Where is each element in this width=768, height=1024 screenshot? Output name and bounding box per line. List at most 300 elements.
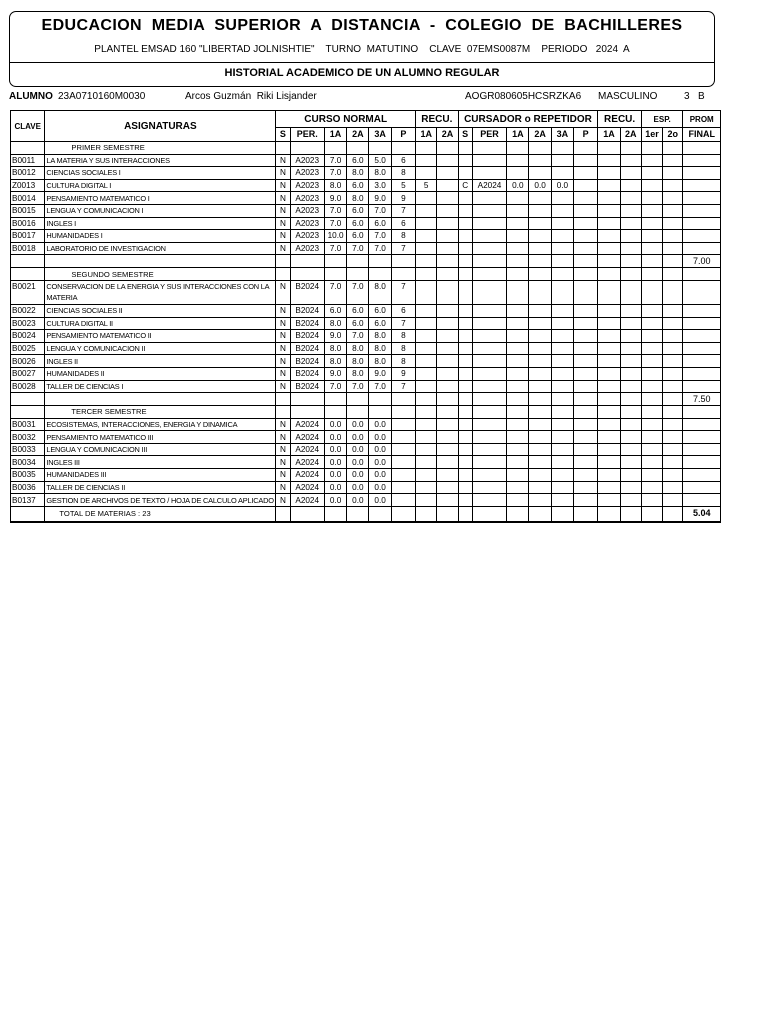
empty-cell: [551, 268, 573, 281]
grade-a1: 0.0: [324, 456, 346, 469]
grade-a2: 0.0: [347, 418, 369, 431]
header-per: PER.: [290, 128, 324, 142]
grade-cper: [472, 431, 506, 444]
grade-cp: [574, 192, 598, 205]
grade-e2: [663, 494, 683, 507]
grade-e1: [641, 481, 662, 494]
grade-a2: 0.0: [347, 443, 369, 456]
grade-c3: [551, 380, 573, 393]
subject-name: LABORATORIO DE INVESTIGACION: [45, 242, 276, 255]
header-esp: ESP.: [641, 111, 683, 128]
empty-cell: [598, 268, 620, 281]
grade-rr1: [598, 317, 620, 330]
empty-cell: [472, 268, 506, 281]
grade-p: 8: [391, 355, 415, 368]
header-1a: 1A: [324, 128, 346, 142]
semester-average-row: [11, 255, 721, 268]
grade-r2: [437, 481, 458, 494]
grade-e1: [641, 418, 662, 431]
empty-cell: [391, 268, 415, 281]
grade-cs: [458, 317, 472, 330]
grade-a1: 10.0: [324, 230, 346, 243]
grade-per: A2024: [290, 431, 324, 444]
grade-p: 8: [391, 342, 415, 355]
empty-cell: [290, 142, 324, 155]
empty-cell: [663, 255, 683, 268]
grade-rr1: [598, 418, 620, 431]
grade-c1: [507, 469, 529, 482]
grade-e2: [663, 330, 683, 343]
grade-c1: [507, 431, 529, 444]
grade-rr2: [620, 154, 641, 167]
subject-name: LA MATERIA Y SUS INTERACCIONES: [45, 154, 276, 167]
grade-cper: [472, 380, 506, 393]
empty-cell: [598, 406, 620, 419]
grade-c2: [529, 280, 551, 304]
grade-s: N: [276, 280, 290, 304]
subject-name: TALLER DE CIENCIAS II: [45, 481, 276, 494]
grade-e2: [663, 304, 683, 317]
grade-s: N: [276, 367, 290, 380]
grade-e1: [641, 280, 662, 304]
grade-r2: [437, 304, 458, 317]
grade-r1: [416, 469, 437, 482]
grade-cp: [574, 304, 598, 317]
table-row: [11, 494, 721, 507]
grade-r1: [416, 443, 437, 456]
grades-body: [11, 142, 721, 522]
grade-e1: [641, 317, 662, 330]
clave-cell: [11, 142, 45, 155]
grade-cper: [472, 242, 506, 255]
header-clave: CLAVE: [11, 111, 45, 142]
grade-r1: [416, 204, 437, 217]
grade-cper: [472, 154, 506, 167]
grade-e2: [663, 355, 683, 368]
grade-a3: 0.0: [369, 418, 391, 431]
grade-prom: [683, 380, 721, 393]
grade-cs: [458, 192, 472, 205]
header-final: FINAL: [683, 128, 721, 142]
empty-cell: [458, 393, 472, 406]
grade-cp: [574, 317, 598, 330]
empty-cell: [598, 142, 620, 155]
subject-code: B0017: [11, 230, 45, 243]
semester-average-row: [11, 393, 721, 406]
grade-cp: [574, 179, 598, 192]
semester-title-row: [11, 142, 721, 155]
grade-e1: [641, 342, 662, 355]
subject-name: LENGUA Y COMUNICACION II: [45, 342, 276, 355]
grade-rr2: [620, 167, 641, 180]
grade-c2: [529, 204, 551, 217]
grade-r2: [437, 204, 458, 217]
grade-rr2: [620, 179, 641, 192]
grade-rr2: [620, 481, 641, 494]
grade-e1: [641, 304, 662, 317]
empty-cell: [620, 406, 641, 419]
grade-cs: [458, 494, 472, 507]
grade-cs: [458, 469, 472, 482]
table-row: [11, 217, 721, 230]
subject-code: B0025: [11, 342, 45, 355]
empty-cell: [324, 255, 346, 268]
empty-cell: [574, 406, 598, 419]
grade-s: N: [276, 154, 290, 167]
grade-r2: [437, 355, 458, 368]
grade-rr1: [598, 494, 620, 507]
grade-e1: [641, 179, 662, 192]
grade-rr2: [620, 192, 641, 205]
empty-cell: [574, 393, 598, 406]
final-average: 5.04: [683, 506, 721, 522]
grade-a1: 0.0: [324, 494, 346, 507]
subject-name: LENGUA Y COMUNICACION III: [45, 443, 276, 456]
grade-e1: [641, 230, 662, 243]
subject-code: B0018: [11, 242, 45, 255]
grade-a2: 8.0: [347, 167, 369, 180]
table-row: [11, 342, 721, 355]
empty-cell: [507, 142, 529, 155]
subject-code: B0028: [11, 380, 45, 393]
subject-code: B0022: [11, 304, 45, 317]
grade-e1: [641, 380, 662, 393]
semester-title: TERCER SEMESTRE: [45, 406, 276, 419]
grade-a2: 6.0: [347, 304, 369, 317]
grade-c3: [551, 481, 573, 494]
grade-cp: [574, 204, 598, 217]
grade-e1: [641, 242, 662, 255]
grade-rr1: [598, 469, 620, 482]
grade-s: N: [276, 342, 290, 355]
grade-c1: [507, 204, 529, 217]
header-recu: RECU.: [416, 111, 459, 128]
empty-cell: [416, 406, 437, 419]
grade-rr1: [598, 481, 620, 494]
empty-cell: [641, 393, 662, 406]
subject-name: CONSERVACION DE LA ENERGIA Y SUS INTERACCIONES CON LA MATERIA: [45, 280, 276, 304]
grade-a3: 6.0: [369, 217, 391, 230]
grade-c2: [529, 443, 551, 456]
grade-c2: [529, 494, 551, 507]
subject-name: INGLES II: [45, 355, 276, 368]
empty-cell: [458, 255, 472, 268]
grade-cp: [574, 217, 598, 230]
empty-cell: [529, 393, 551, 406]
grade-cp: [574, 367, 598, 380]
table-row: [11, 355, 721, 368]
table-row: [11, 418, 721, 431]
empty-cell: [11, 393, 45, 406]
grade-cper: [472, 456, 506, 469]
grade-e2: [663, 443, 683, 456]
grade-rr2: [620, 380, 641, 393]
grade-e2: [663, 280, 683, 304]
grade-r2: [437, 317, 458, 330]
grade-c2: [529, 304, 551, 317]
grade-e2: [663, 367, 683, 380]
table-row: [11, 230, 721, 243]
grade-e1: [641, 443, 662, 456]
grade-c3: [551, 304, 573, 317]
grade-prom: [683, 443, 721, 456]
subject-name: HUMANIDADES I: [45, 230, 276, 243]
institution-title: EDUCACION MEDIA SUPERIOR A DISTANCIA - COLEGIO DE BACHILLERES: [41, 17, 683, 34]
grade-rr2: [620, 242, 641, 255]
empty-cell: [391, 406, 415, 419]
grade-a1: 8.0: [324, 317, 346, 330]
total-subjects: TOTAL DE MATERIAS : 23: [45, 506, 276, 522]
empty-cell: [324, 142, 346, 155]
grade-p: 5: [391, 179, 415, 192]
empty-cell: [347, 406, 369, 419]
grade-cper: [472, 330, 506, 343]
grade-r1: [416, 167, 437, 180]
grade-rr2: [620, 204, 641, 217]
grade-s: N: [276, 494, 290, 507]
grade-cp: [574, 431, 598, 444]
grade-c3: [551, 342, 573, 355]
grade-c3: [551, 469, 573, 482]
empty-cell: [290, 506, 324, 522]
grade-r1: [416, 456, 437, 469]
grade-s: N: [276, 380, 290, 393]
grade-cs: [458, 242, 472, 255]
grade-e1: [641, 355, 662, 368]
grade-a3: 8.0: [369, 330, 391, 343]
subject-name: CIENCIAS SOCIALES I: [45, 167, 276, 180]
grade-a3: 5.0: [369, 154, 391, 167]
grade-e1: [641, 154, 662, 167]
grade-e1: [641, 367, 662, 380]
empty-cell: [276, 406, 290, 419]
grade-a3: 9.0: [369, 192, 391, 205]
empty-cell: [529, 142, 551, 155]
table-row: [11, 280, 721, 304]
grade-a1: 0.0: [324, 418, 346, 431]
header-cursador-1a: 1A: [507, 128, 529, 142]
subject-code: B0031: [11, 418, 45, 431]
grade-s: N: [276, 179, 290, 192]
grade-cs: [458, 330, 472, 343]
grade-a2: 6.0: [347, 179, 369, 192]
grade-rr1: [598, 230, 620, 243]
empty-cell: [507, 406, 529, 419]
empty-cell: [347, 393, 369, 406]
grade-p: 7: [391, 317, 415, 330]
student-name: Arcos Guzmán Riki Lisjander: [185, 91, 317, 102]
grade-a3: 6.0: [369, 304, 391, 317]
grade-c1: [507, 494, 529, 507]
empty-cell: [529, 255, 551, 268]
empty-cell: [620, 142, 641, 155]
grade-prom: [683, 431, 721, 444]
subject-name: INGLES III: [45, 456, 276, 469]
grade-a1: 7.0: [324, 204, 346, 217]
empty-cell: [437, 255, 458, 268]
grade-c3: [551, 167, 573, 180]
grade-r2: [437, 380, 458, 393]
empty-cell: [416, 268, 437, 281]
empty-cell: [458, 268, 472, 281]
grade-c2: [529, 456, 551, 469]
grade-cs: [458, 443, 472, 456]
grade-cp: [574, 469, 598, 482]
grade-s: N: [276, 330, 290, 343]
grade-s: N: [276, 230, 290, 243]
semester-title: PRIMER SEMESTRE: [45, 142, 276, 155]
grade-e1: [641, 469, 662, 482]
empty-cell: [683, 406, 721, 419]
grade-r1: [416, 355, 437, 368]
subject-name: LENGUA Y COMUNICACION I: [45, 204, 276, 217]
grade-e2: [663, 204, 683, 217]
grade-cs: [458, 431, 472, 444]
grade-e1: [641, 431, 662, 444]
grade-a2: 0.0: [347, 481, 369, 494]
grade-r1: [416, 342, 437, 355]
empty-cell: [663, 268, 683, 281]
grade-prom: [683, 179, 721, 192]
student-group: B: [698, 91, 705, 102]
subject-code: B0012: [11, 167, 45, 180]
grade-r2: [437, 167, 458, 180]
grade-rr1: [598, 242, 620, 255]
table-row: [11, 154, 721, 167]
grade-cp: [574, 456, 598, 469]
grade-e2: [663, 380, 683, 393]
grade-a2: 7.0: [347, 242, 369, 255]
empty-cell: [641, 142, 662, 155]
grade-cp: [574, 481, 598, 494]
header-cursador-p: P: [574, 128, 598, 142]
grade-s: N: [276, 469, 290, 482]
subject-name: CULTURA DIGITAL II: [45, 317, 276, 330]
grade-c3: [551, 355, 573, 368]
campus-info: PLANTEL EMSAD 160 "LIBERTAD JOLNISHTIE" TURNO MATUTINO CLAVE 07EMS0087M PERIODO 2024 A: [94, 44, 630, 55]
empty-cell: [683, 142, 721, 155]
empty-cell: [290, 268, 324, 281]
grade-s: N: [276, 418, 290, 431]
subject-code: B0032: [11, 431, 45, 444]
grade-c1: [507, 443, 529, 456]
grade-cp: [574, 230, 598, 243]
empty-cell: [458, 506, 472, 522]
empty-cell: [507, 268, 529, 281]
empty-cell: [598, 255, 620, 268]
grade-e1: [641, 330, 662, 343]
grade-a1: 8.0: [324, 179, 346, 192]
grade-r2: [437, 230, 458, 243]
empty-cell: [598, 506, 620, 522]
empty-cell: [472, 506, 506, 522]
grade-r2: [437, 154, 458, 167]
grade-per: B2024: [290, 355, 324, 368]
header-recu-1a: 1A: [416, 128, 437, 142]
grade-a1: 0.0: [324, 443, 346, 456]
grade-rr2: [620, 355, 641, 368]
grade-per: A2024: [290, 481, 324, 494]
semester-average: 7.00: [683, 255, 721, 268]
header-2a: 2A: [347, 128, 369, 142]
empty-cell: [369, 406, 391, 419]
grade-s: N: [276, 431, 290, 444]
subject-name: HUMANIDADES III: [45, 469, 276, 482]
grade-c3: [551, 330, 573, 343]
grade-e1: [641, 192, 662, 205]
grade-prom: [683, 204, 721, 217]
student-gender: MASCULINO: [598, 91, 658, 102]
grade-per: B2024: [290, 367, 324, 380]
empty-cell: [663, 506, 683, 522]
semester-title: SEGUNDO SEMESTRE: [45, 268, 276, 281]
empty-cell: [598, 393, 620, 406]
grade-r2: [437, 469, 458, 482]
grade-a3: 8.0: [369, 355, 391, 368]
subject-code: B0033: [11, 443, 45, 456]
empty-cell: [620, 506, 641, 522]
grade-p: 7: [391, 242, 415, 255]
grade-per: A2023: [290, 167, 324, 180]
grade-per: B2024: [290, 304, 324, 317]
grade-p: [391, 443, 415, 456]
empty-cell: [551, 255, 573, 268]
semester-title-row: [11, 406, 721, 419]
subject-name: ECOSISTEMAS, INTERACCIONES, ENERGIA Y DINAMICA: [45, 418, 276, 431]
empty-cell: [620, 393, 641, 406]
grade-r1: [416, 280, 437, 304]
grade-e2: [663, 456, 683, 469]
empty-cell: [507, 393, 529, 406]
document-title: HISTORIAL ACADEMICO DE UN ALUMNO REGULAR: [224, 67, 500, 79]
table-row: [11, 481, 721, 494]
empty-cell: [437, 406, 458, 419]
empty-cell: [574, 268, 598, 281]
grade-cs: C: [458, 179, 472, 192]
grade-e1: [641, 494, 662, 507]
grade-e2: [663, 431, 683, 444]
table-row: [11, 431, 721, 444]
grade-a1: 7.0: [324, 167, 346, 180]
grade-r2: [437, 367, 458, 380]
empty-cell: [529, 506, 551, 522]
grade-rr1: [598, 304, 620, 317]
grade-c3: [551, 443, 573, 456]
grade-r2: [437, 280, 458, 304]
grade-s: N: [276, 217, 290, 230]
grade-cp: [574, 380, 598, 393]
grade-prom: [683, 280, 721, 304]
empty-cell: [663, 406, 683, 419]
grade-r1: [416, 242, 437, 255]
grade-prom: [683, 355, 721, 368]
grade-rr2: [620, 494, 641, 507]
grade-cs: [458, 355, 472, 368]
grade-c1: [507, 367, 529, 380]
grades-table: [10, 110, 721, 523]
grade-cp: [574, 443, 598, 456]
grade-c2: [529, 367, 551, 380]
grade-prom: [683, 217, 721, 230]
header-curso-normal: CURSO NORMAL: [276, 111, 416, 128]
grade-c1: [507, 280, 529, 304]
grade-a2: 0.0: [347, 456, 369, 469]
grade-a2: 8.0: [347, 192, 369, 205]
grade-e2: [663, 154, 683, 167]
empty-cell: [369, 255, 391, 268]
empty-cell: [276, 255, 290, 268]
grade-prom: [683, 456, 721, 469]
